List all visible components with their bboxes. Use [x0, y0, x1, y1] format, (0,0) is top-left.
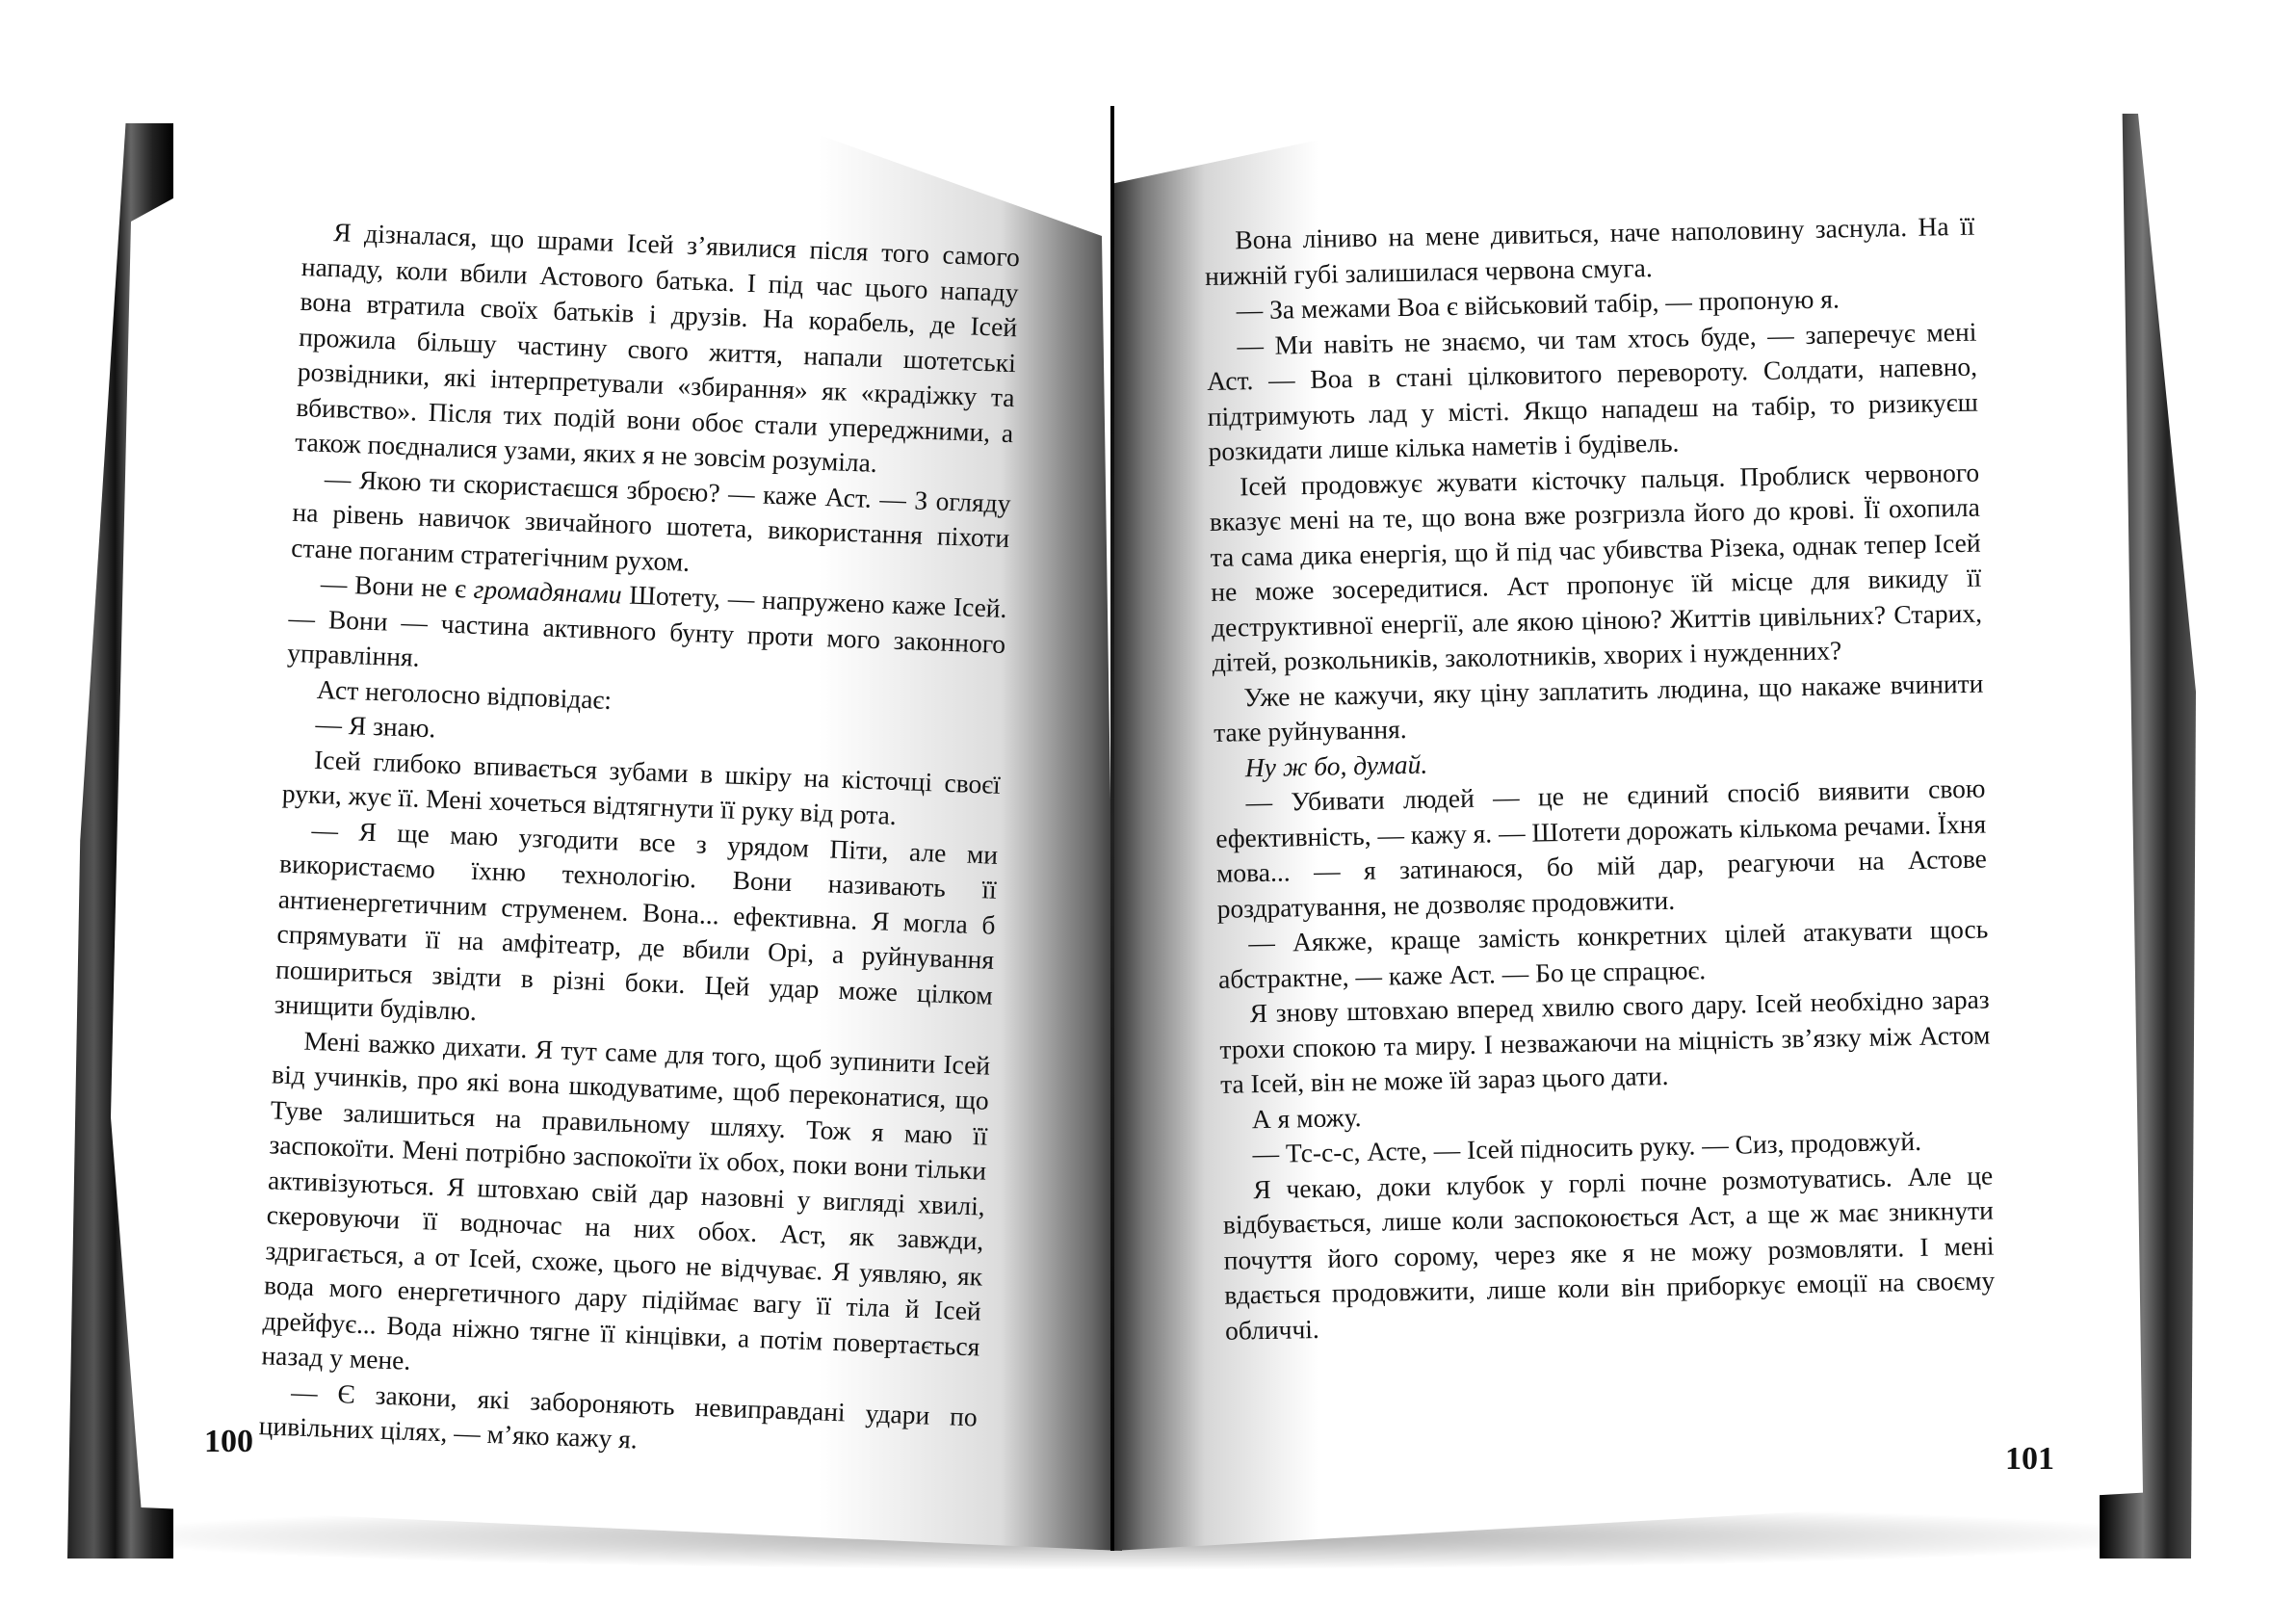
left-page-text [258, 214, 1020, 1470]
text-run: — Вони не є [320, 567, 475, 604]
paragraph: Я чекаю, доки клубок у горлі почне розмотуватись. Але це відбувається, лише коли заспокоюється Аст, а ще ж має зникнути почуття його сорому, через яке я не можу розмовляти. І мені вдається продовжити, лише коли він приборкує емоції на своєму обличчі. [1222, 1159, 1996, 1346]
paragraph: Ісей глибоко впивається зубами в шкіру на кісточці своєї руки, жує її. Мені хочеться відтягнути її руку від рота. [281, 744, 1002, 830]
paragraph: Я знову штовхаю вперед хвилю свого дару. Ісей необхідно зараз трохи спокою та миру. І незважаючи на міцність зв’язку між Астом та Ісей, він не може їй зараз цього дати. [1219, 983, 1991, 1099]
paragraph: Мені важко дихати. Я тут саме для того, щоб зупинити Ісей від учинків, про які вона шкодуватиме, щоб переконатися, що Туве залишиться на правильному шляху. Тож я маю її заспокоїти. Мені потрібно заспокоїти їх обох, поки вони тільки активізуються. Я штовхаю свій дар назовні у вигляді хвилі, скеровуючи її водночас на них обох. Аст, як завжди, здригається, а от Ісей, схоже, цього не відчуває. Я уявляю, як вода мого енергетичного дару підіймає вагу її тіла й Ісей дрейфує... Вода ніжно тягне її кінцівки, а потім повертається назад у мене. [260, 1025, 991, 1375]
paragraph: — Убивати людей — це не єдиний спосіб виявити свою ефективність, — кажу я. — Шотети дорожать кількома речами. Їхня мова... — я затинаюся, бо мій дар, реагуючи на Астове роздратування, не дозволяє продовжити. [1214, 773, 1988, 924]
page-number-left: 100 [204, 1424, 253, 1459]
right-page-text [1204, 209, 1996, 1349]
text-run: Шотету, — напружено каже Ісей. — Вони — частина активного бунту проти мого законного управління. [286, 579, 1008, 672]
paragraph: Ісей продовжує жувати кісточку пальця. Проблиск червоного вказує мені на те, що вона вже розгризла його до крові. Її охопила та сама дика енергія, що й під час убивства Різека, однак тепер Ісей не може зосередитися. Аст пропонує їй місце для викиду її деструктивної енергії, але якою ціною? Життів цивільних? Старих, дітей, розкольників, заколотників, хворих і нужденних? [1209, 457, 1983, 677]
italic-paragraph: Ну ж бо, думай. [1244, 748, 1428, 782]
page-number-right: 101 [2005, 1441, 2054, 1477]
paragraph: Аст неголосно відповідає: [316, 673, 613, 715]
paragraph: — Є закони, які забороняють невиправдані удари по цивільних цілях, — м’яко кажу я. [258, 1375, 979, 1454]
italic-text: громадянами [473, 573, 623, 610]
paragraph: Я дізналася, що шрами Ісей з’явилися після того самого нападу, коли вбили Астового батька. І під час цього нападу вона втратила своїх батьків і друзів. На корабель, де Ісей прожила більшу частину свого життя, напали шотетські розвідники, які інтерпретували «збирання» як «крадіжку та вбивство». Після тих подій вони обоє стали упереджними, а також поєдналися узами, яких я не зовсім розуміла. [294, 217, 1021, 478]
paragraph: — Ми навіть не знаємо, чи там хтось буде, — заперечує мені Аст. — Воа в стані цілковитого перевороту. Солдати, напевно, підтримують лад у місті. Якщо нападеш на табір, то ризикуєш розкидати лише кілька наметів і будівель. [1206, 316, 1978, 466]
paragraph: Вона ліниво на мене дивиться, наче наполовину заснула. На її нижній губі залишилася червона смуга. [1204, 210, 1975, 291]
paragraph: — За межами Воа є військовий табір, — пропоную я. [1236, 283, 1840, 326]
paragraph: — Я ще маю узгодити все з урядом Піти, але ми використаємо їхню технологію. Вони називають її антиенергетичним струменем. Вона... ефективна. Я могла б спрямувати її на амфітеатр, де вбили Орі, а руйнування пошириться звідти в різні боки. Цей удар може цілком знищити будівлю. [274, 814, 999, 1027]
paragraph: — Тс-с-с, Асте, — Ісей підносить руку. — Сиз, продовжуй. [1252, 1125, 1922, 1169]
paragraph: Уже не кажучи, яку ціну заплатить людина, що накаже вчинити таке руйнування. [1213, 668, 1984, 747]
book-spine [1110, 106, 1114, 1551]
paragraph: — Я знаю. [315, 708, 436, 744]
paragraph: — Аякже, краще замість конкретних цілей атакувати щось абстрактне, — каже Аст. — Бо це спрацює. [1217, 913, 1989, 994]
paragraph: А я можу. [1251, 1101, 1362, 1134]
paragraph: — Якою ти скористаєшся зброєю? — каже Аст. — З огляду на рівень навичок звичайного шотета, використання піхоти стане поганим стратегічним рухом. [290, 462, 1012, 577]
